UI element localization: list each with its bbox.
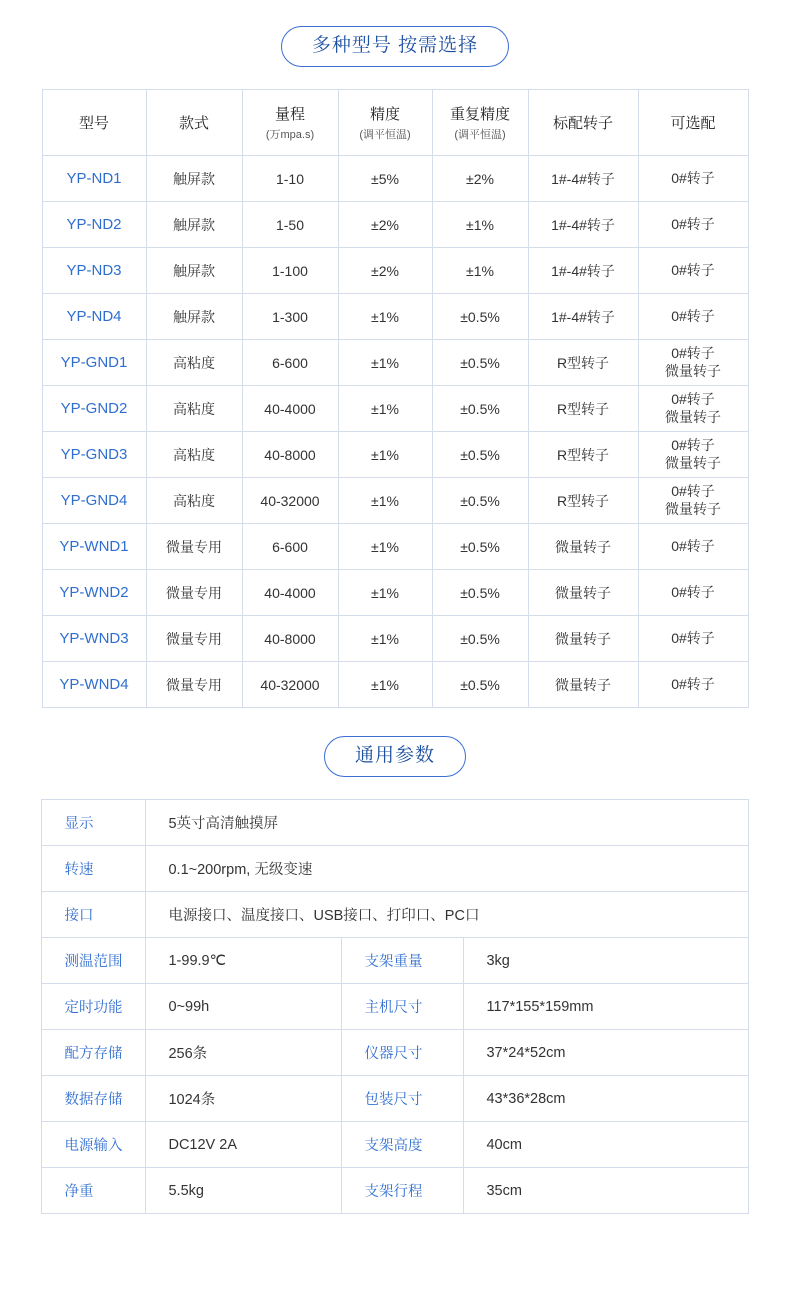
optional-item: 0#转子 — [671, 169, 715, 186]
param-value: 117*155*159mm — [464, 984, 748, 1030]
cell-optional — [638, 616, 748, 662]
param-value: 40cm — [464, 1122, 748, 1168]
cell-accuracy: ±1% — [338, 294, 432, 340]
cell-standard-rotor: R型转子 — [528, 386, 638, 432]
param-label: 配方存储 — [42, 1030, 146, 1076]
table-row — [42, 432, 748, 478]
cell-standard-rotor: 1#-4#转子 — [528, 248, 638, 294]
cell-optional — [638, 156, 748, 202]
param-value: 0~99h — [146, 984, 342, 1030]
table-row — [42, 1168, 748, 1214]
cell-accuracy: ±2% — [338, 202, 432, 248]
header-sub: (调平恒温) — [454, 129, 506, 141]
optional-item: 0#转子 — [671, 629, 715, 646]
cell-repeatability: ±0.5% — [432, 570, 528, 616]
optional-item: 0#转子 — [671, 307, 715, 324]
cell-accuracy: ±1% — [338, 340, 432, 386]
table-row — [42, 340, 748, 386]
cell-accuracy: ±1% — [338, 386, 432, 432]
cell-repeatability: ±0.5% — [432, 432, 528, 478]
cell-range: 40-8000 — [242, 616, 338, 662]
table-header-row — [42, 90, 748, 156]
optional-item: 0#转子 — [671, 345, 715, 361]
param-label: 净重 — [42, 1168, 146, 1214]
cell-range: 40-8000 — [242, 432, 338, 478]
cell-standard-rotor: R型转子 — [528, 478, 638, 524]
cell-optional — [638, 662, 748, 708]
param-value: 43*36*28cm — [464, 1076, 748, 1122]
param-value: 37*24*52cm — [464, 1030, 748, 1076]
cell-standard-rotor: 微量转子 — [528, 616, 638, 662]
cell-style: 微量专用 — [146, 662, 242, 708]
param-label: 转速 — [42, 846, 146, 892]
cell-style: 触屏款 — [146, 202, 242, 248]
cell-standard-rotor: 微量转子 — [528, 570, 638, 616]
table-row — [42, 846, 748, 892]
cell-repeatability: ±0.5% — [432, 616, 528, 662]
param-label: 显示 — [42, 800, 146, 846]
cell-accuracy: ±1% — [338, 432, 432, 478]
table-row — [42, 892, 748, 938]
param-value: 1024条 — [146, 1076, 342, 1122]
cell-model: YP-WND2 — [42, 570, 146, 616]
cell-repeatability: ±0.5% — [432, 662, 528, 708]
cell-optional — [638, 524, 748, 570]
header-main: 精度 — [369, 106, 400, 123]
optional-item: 0#转子 — [671, 675, 715, 692]
cell-model: YP-WND3 — [42, 616, 146, 662]
optional-item: 0#转子 — [671, 437, 715, 453]
cell-style: 高粘度 — [146, 386, 242, 432]
cell-optional — [638, 340, 748, 386]
optional-item: 微量转子 — [665, 408, 721, 425]
cell-style: 微量专用 — [146, 570, 242, 616]
cell-style: 高粘度 — [146, 432, 242, 478]
cell-model: YP-ND3 — [42, 248, 146, 294]
cell-model: YP-ND2 — [42, 202, 146, 248]
cell-optional — [638, 386, 748, 432]
cell-range: 1-300 — [242, 294, 338, 340]
cell-range: 40-4000 — [242, 570, 338, 616]
models-heading-text: 多种型号 按需选择 — [281, 26, 509, 67]
table-row — [42, 524, 748, 570]
table-row — [42, 294, 748, 340]
table-row — [42, 800, 748, 846]
table-row — [42, 248, 748, 294]
cell-standard-rotor: 微量转子 — [528, 662, 638, 708]
cell-accuracy: ±5% — [338, 156, 432, 202]
cell-optional — [638, 294, 748, 340]
table-row — [42, 1122, 748, 1168]
cell-model: YP-WND4 — [42, 662, 146, 708]
cell-model: YP-GND4 — [42, 478, 146, 524]
table-row — [42, 984, 748, 1030]
cell-accuracy: ±1% — [338, 570, 432, 616]
header-main: 可选配 — [670, 115, 716, 132]
header-main: 型号 — [78, 115, 109, 132]
cell-style: 高粘度 — [146, 478, 242, 524]
cell-style: 触屏款 — [146, 248, 242, 294]
cell-optional — [638, 202, 748, 248]
cell-standard-rotor: R型转子 — [528, 432, 638, 478]
cell-repeatability: ±0.5% — [432, 340, 528, 386]
param-value: DC12V 2A — [146, 1122, 342, 1168]
common-params-heading — [0, 736, 790, 777]
param-label: 数据存储 — [42, 1076, 146, 1122]
table-row — [42, 202, 748, 248]
header-cell-optional — [638, 90, 748, 156]
header-cell-range — [242, 90, 338, 156]
table-row — [42, 386, 748, 432]
cell-range: 1-10 — [242, 156, 338, 202]
cell-standard-rotor: 1#-4#转子 — [528, 294, 638, 340]
cell-accuracy: ±1% — [338, 662, 432, 708]
cell-model: YP-WND1 — [42, 524, 146, 570]
cell-style: 触屏款 — [146, 294, 242, 340]
param-value: 0.1~200rpm, 无级变速 — [146, 846, 748, 892]
header-sub: (调平恒温) — [359, 129, 411, 141]
optional-item: 0#转子 — [671, 537, 715, 554]
cell-optional — [638, 432, 748, 478]
cell-standard-rotor: R型转子 — [528, 340, 638, 386]
cell-model: YP-ND1 — [42, 156, 146, 202]
param-label: 电源输入 — [42, 1122, 146, 1168]
cell-repeatability: ±1% — [432, 202, 528, 248]
cell-repeatability: ±0.5% — [432, 478, 528, 524]
common-params-table — [41, 799, 748, 1214]
table-row — [42, 662, 748, 708]
cell-repeatability: ±1% — [432, 248, 528, 294]
cell-standard-rotor: 1#-4#转子 — [528, 156, 638, 202]
param-value: 3kg — [464, 938, 748, 984]
cell-style: 触屏款 — [146, 156, 242, 202]
cell-range: 40-4000 — [242, 386, 338, 432]
table-row — [42, 616, 748, 662]
param-label: 接口 — [42, 892, 146, 938]
header-cell-style — [146, 90, 242, 156]
header-cell-model — [42, 90, 146, 156]
header-cell-accuracy — [338, 90, 432, 156]
header-main: 款式 — [178, 115, 209, 132]
optional-item: 微量转子 — [665, 362, 721, 379]
models-heading — [0, 26, 790, 67]
param-value: 256条 — [146, 1030, 342, 1076]
table-row — [42, 570, 748, 616]
optional-item: 微量转子 — [665, 500, 721, 517]
common-params-heading-text: 通用参数 — [324, 736, 466, 777]
param-label: 定时功能 — [42, 984, 146, 1030]
cell-repeatability: ±0.5% — [432, 524, 528, 570]
cell-style: 微量专用 — [146, 524, 242, 570]
table-row — [42, 1030, 748, 1076]
table-row — [42, 156, 748, 202]
cell-model: YP-ND4 — [42, 294, 146, 340]
param-label: 主机尺寸 — [342, 984, 464, 1030]
param-label: 包装尺寸 — [342, 1076, 464, 1122]
param-label: 测温范围 — [42, 938, 146, 984]
cell-model: YP-GND1 — [42, 340, 146, 386]
cell-range: 6-600 — [242, 340, 338, 386]
optional-item: 0#转子 — [671, 391, 715, 407]
header-cell-standard-rotor — [528, 90, 638, 156]
cell-optional — [638, 570, 748, 616]
table-row — [42, 478, 748, 524]
param-label: 仪器尺寸 — [342, 1030, 464, 1076]
cell-accuracy: ±1% — [338, 478, 432, 524]
cell-style: 高粘度 — [146, 340, 242, 386]
cell-accuracy: ±1% — [338, 524, 432, 570]
cell-repeatability: ±2% — [432, 156, 528, 202]
param-value: 5英寸高清触摸屏 — [146, 800, 748, 846]
param-label: 支架行程 — [342, 1168, 464, 1214]
cell-range: 40-32000 — [242, 478, 338, 524]
table-row — [42, 1076, 748, 1122]
optional-item: 0#转子 — [671, 261, 715, 278]
cell-accuracy: ±1% — [338, 616, 432, 662]
cell-accuracy: ±2% — [338, 248, 432, 294]
param-value: 35cm — [464, 1168, 748, 1214]
header-main: 量程 — [274, 106, 305, 123]
param-label: 支架高度 — [342, 1122, 464, 1168]
cell-range: 1-50 — [242, 202, 338, 248]
optional-item: 0#转子 — [671, 583, 715, 600]
product-spec-page — [0, 26, 790, 1302]
cell-repeatability: ±0.5% — [432, 294, 528, 340]
optional-item: 微量转子 — [665, 454, 721, 471]
param-value: 电源接口、温度接口、USB接口、打印口、PC口 — [146, 892, 748, 938]
table-row — [42, 938, 748, 984]
header-main: 标配转子 — [552, 115, 613, 132]
cell-model: YP-GND2 — [42, 386, 146, 432]
cell-standard-rotor: 1#-4#转子 — [528, 202, 638, 248]
cell-range: 40-32000 — [242, 662, 338, 708]
param-value: 1-99.9℃ — [146, 938, 342, 984]
header-sub: (万mpa.s) — [265, 129, 315, 141]
cell-standard-rotor: 微量转子 — [528, 524, 638, 570]
models-table — [42, 89, 749, 708]
param-value: 5.5kg — [146, 1168, 342, 1214]
header-main: 重复精度 — [449, 106, 510, 123]
cell-range: 1-100 — [242, 248, 338, 294]
param-label: 支架重量 — [342, 938, 464, 984]
cell-optional — [638, 478, 748, 524]
cell-range: 6-600 — [242, 524, 338, 570]
cell-style: 微量专用 — [146, 616, 242, 662]
cell-model: YP-GND3 — [42, 432, 146, 478]
header-cell-repeatability — [432, 90, 528, 156]
optional-item: 0#转子 — [671, 215, 715, 232]
cell-repeatability: ±0.5% — [432, 386, 528, 432]
cell-optional — [638, 248, 748, 294]
optional-item: 0#转子 — [671, 483, 715, 499]
